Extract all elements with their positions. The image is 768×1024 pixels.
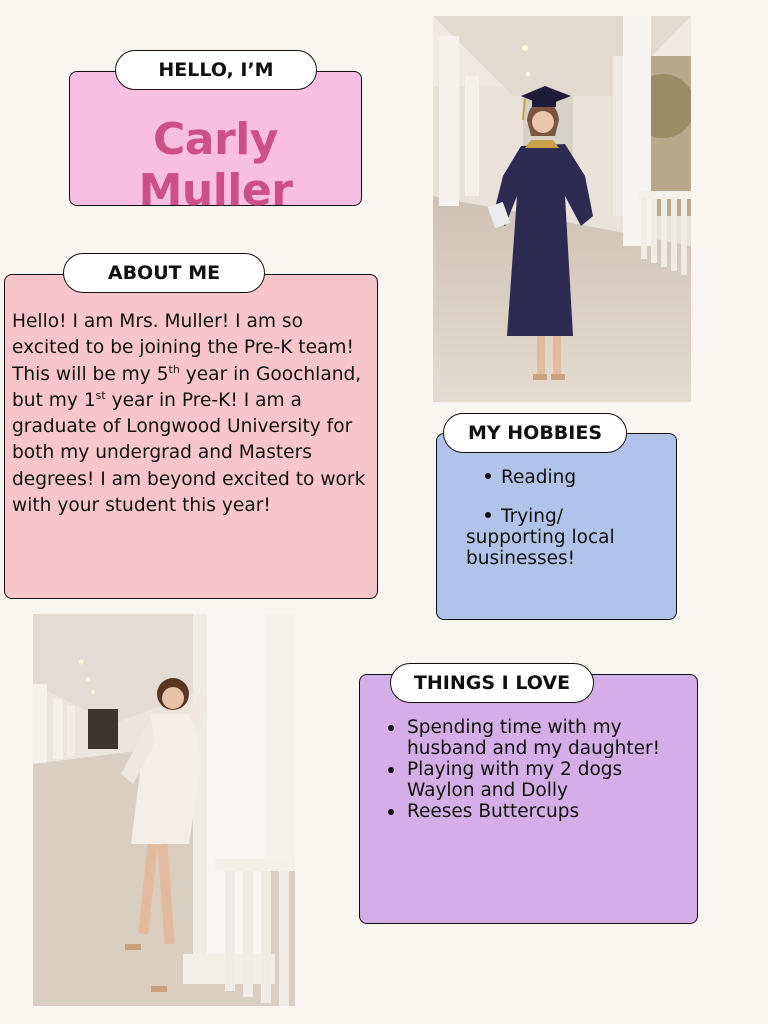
bullet-icon xyxy=(485,512,491,518)
list-item: Playing with my 2 dogs Waylon and Dolly xyxy=(386,759,686,801)
list-item: Spending time with my husband and my daughter! xyxy=(386,717,686,759)
bullet-icon xyxy=(485,473,491,479)
teacher-name: Carly Muller xyxy=(138,114,293,216)
hobbies-title: MY HOBBIES xyxy=(443,413,627,453)
about-card xyxy=(4,274,378,599)
column-photo xyxy=(33,614,295,1006)
list-item: Reeses Buttercups xyxy=(386,801,686,822)
loves-card xyxy=(359,674,698,924)
list-item: Trying/ supporting local businesses! xyxy=(466,506,615,569)
hobbies-card xyxy=(436,433,677,620)
loves-title: THINGS I LOVE xyxy=(390,663,594,703)
list-item: Reading xyxy=(485,467,576,488)
name-card xyxy=(69,71,362,216)
loves-list xyxy=(386,717,686,822)
hello-label: HELLO, I’M xyxy=(115,50,317,90)
about-text: Hello! I am Mrs. Muller! I am so excited to be joining the Pre-K team! This will be my 5th year in Goochland, but my 1st year in Pre-K! I am a graduate of Longwood University for both my undergrad and Masters degrees! I am beyond excited to work with your student this year! xyxy=(12,311,366,517)
graduation-photo xyxy=(433,16,691,402)
about-title: ABOUT ME xyxy=(63,253,265,293)
